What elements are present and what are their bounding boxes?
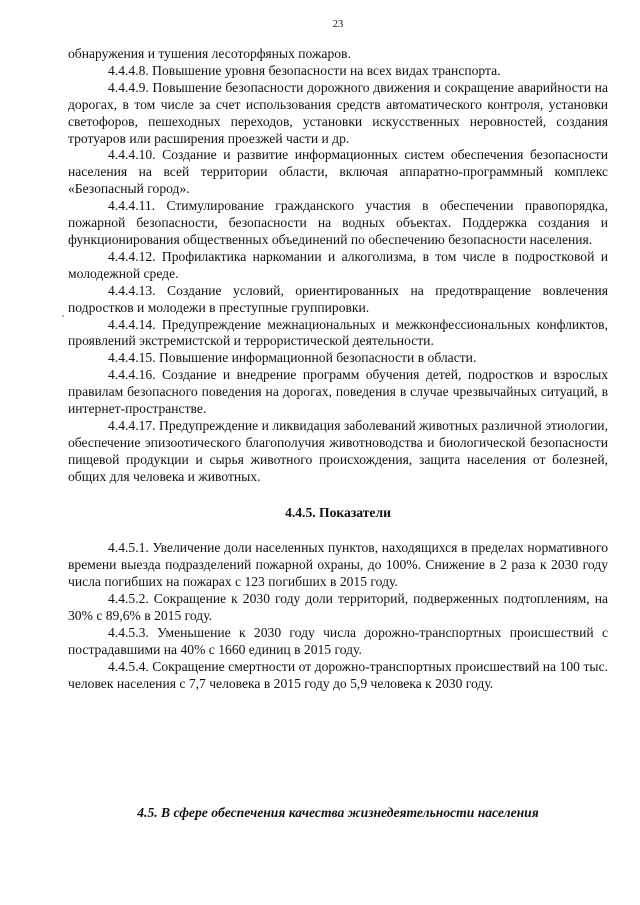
indicator-4-4-5-3: 4.4.5.3. Уменьшение к 2030 году числа дорожно-транспортных происшествий с пострадавшими на 40% с 1660 единиц в 2015 году. bbox=[68, 625, 608, 657]
indicators-list bbox=[68, 540, 608, 692]
paragraph-4-4-4-10: 4.4.4.10. Создание и развитие информационных систем обеспечения безопасности населения на всей территории области, включая аппаратно-программный комплекс «Безопасный город». bbox=[68, 147, 608, 197]
document-page bbox=[68, 0, 608, 905]
paragraph-4-4-4-12: 4.4.4.12. Профилактика наркомании и алкоголизма, в том числе в подростковой и молодежной среде. bbox=[68, 248, 608, 281]
paragraph-4-4-4-8: 4.4.4.8. Повышение уровня безопасности на всех видах транспорта. bbox=[108, 62, 501, 78]
scan-speck bbox=[62, 315, 64, 317]
paragraph-4-4-4-9: 4.4.4.9. Повышение безопасности дорожного движения и сокращение аварийности на дорогах, в том числе за счет использования средств автоматического контроля, установки светофоров, пешеходных переходов, установки искусственных неровностей, создания тротуаров или расширения проезжей части и др. bbox=[68, 79, 608, 146]
paragraph-4-4-4-15: 4.4.4.15. Повышение информационной безопасности в области. bbox=[108, 350, 477, 366]
indicator-4-4-5-2: 4.4.5.2. Сокращение к 2030 году доли территорий, подверженных подтоплениям, на 30% с 89,6% в 2015 году. bbox=[68, 591, 608, 624]
document-body bbox=[68, 46, 608, 693]
paragraph-continuation: обнаружения и тушения лесоторфяных пожаров. bbox=[68, 46, 351, 61]
section-heading-indicators: 4.4.5. Показатели bbox=[285, 504, 391, 520]
part-heading-quality-of-life: 4.5. В сфере обеспечения качества жизнедеятельности населения bbox=[137, 805, 539, 821]
page-number: 23 bbox=[332, 19, 344, 30]
paragraph-4-4-4-13: 4.4.4.13. Создание условий, ориентированных на предотвращение вовлечения подростков и молодежи в преступные группировки. bbox=[68, 282, 608, 315]
paragraph-4-4-4-14: 4.4.4.14. Предупреждение межнациональных и межконфессиональных конфликтов, проявлений экстремистской и террористической деятельности. bbox=[68, 316, 608, 349]
paragraph-4-4-4-16: 4.4.4.16. Создание и внедрение программ обучения детей, подростков и взрослых правилам безопасного поведения на дорогах, поведения в случае чрезвычайных ситуаций, в интернет-пространстве. bbox=[68, 367, 608, 417]
indicator-4-4-5-1: 4.4.5.1. Увеличение доли населенных пунктов, находящихся в пределах нормативного времени выезда подразделений пожарной охраны, до 100%. Снижение в 2 раза к 2030 году числа погибших на пожарах с 123 погибших в 2015 году. bbox=[68, 540, 608, 590]
indicator-4-4-5-4: 4.4.5.4. Сокращение смертности от дорожно-транспортных происшествий на 100 тыс. человек населения с 7,7 человека в 2015 году до 5,9 человека к 2030 году. bbox=[68, 658, 608, 691]
paragraph-4-4-4-17: 4.4.4.17. Предупреждение и ликвидация заболеваний животных различной этиологии, обеспечение эпизоотического благополучия животноводства и биологической безопасности пищевой продукции и сырья животного происхождения, защита населения от болезней, общих для человека и животных. bbox=[68, 417, 608, 484]
paragraph-4-4-4-11: 4.4.4.11. Стимулирование гражданского участия в обеспечении правопорядка, пожарной безопасности, безопасности на водных объектах. Поддержка создания и функционирования общественных объединений по обеспечению безопасности населения. bbox=[68, 198, 608, 247]
